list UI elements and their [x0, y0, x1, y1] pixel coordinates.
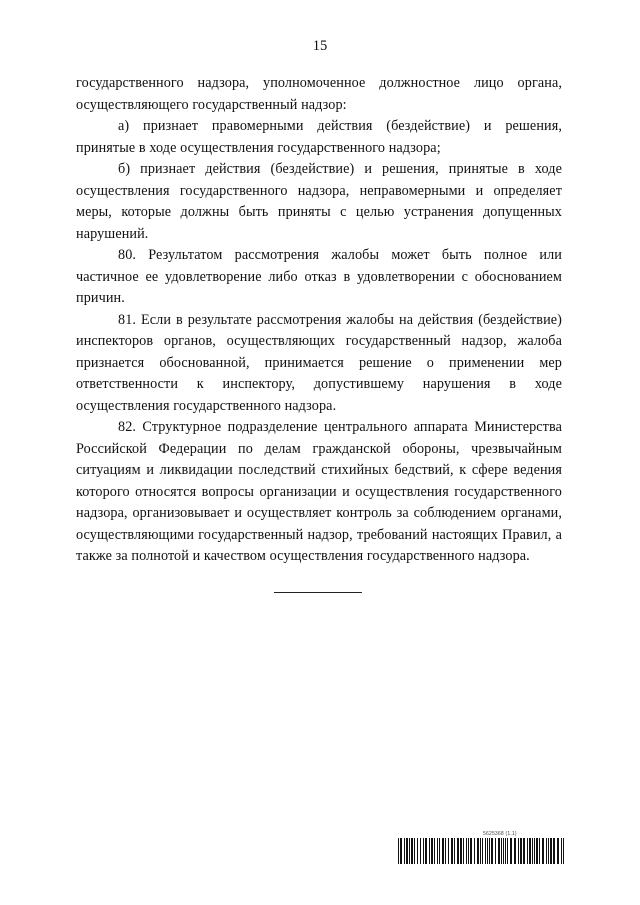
barcode-caption: 5625368 (1.1): [483, 831, 517, 837]
document-body: [76, 73, 562, 568]
paragraph-item-a: а) признает правомерными действия (бездействие) и решения, принятые в ходе осуществления государственного надзора;: [76, 118, 562, 156]
paragraph-item-b: б) признает действия (бездействие) и решения, принятые в ходе осуществления государственного надзора, неправомерными и определяет меры, которые должны быть приняты с целью устранения допущенных нарушений.: [76, 161, 562, 242]
paragraph-continuation: государственного надзора, уполномоченное должностное лицо органа, осуществляющего государственный надзор:: [76, 75, 562, 113]
barcode-icon: [398, 838, 564, 864]
paragraph-81: 81. Если в результате рассмотрения жалобы на действия (бездействие) инспекторов органов, осуществляющих государственный надзор, жалоба признается обоснованной, принимается решение о применении мер ответственности к инспектору, допустившему нарушения в ходе осуществления государственного надзора.: [76, 311, 562, 414]
page-number: 15: [312, 38, 328, 54]
paragraph-80: 80. Результатом рассмотрения жалобы может быть полное или частичное ее удовлетворение либо отказ в удовлетворении с обоснованием причин.: [76, 247, 562, 306]
paragraph-82: 82. Структурное подразделение центрального аппарата Министерства Российской Федерации по делам гражданской обороны, чрезвычайным ситуациям и ликвидации последствий стихийных бедствий, к сфере ведения которого относятся вопросы организации и осуществления государственного надзора, организовывает и осуществляет контроль за соблюдением органами, осуществляющими государственный надзор, требований настоящих Правил, а также за полнотой и качеством осуществления государственного надзора.: [76, 419, 562, 564]
closing-divider: [274, 592, 362, 593]
